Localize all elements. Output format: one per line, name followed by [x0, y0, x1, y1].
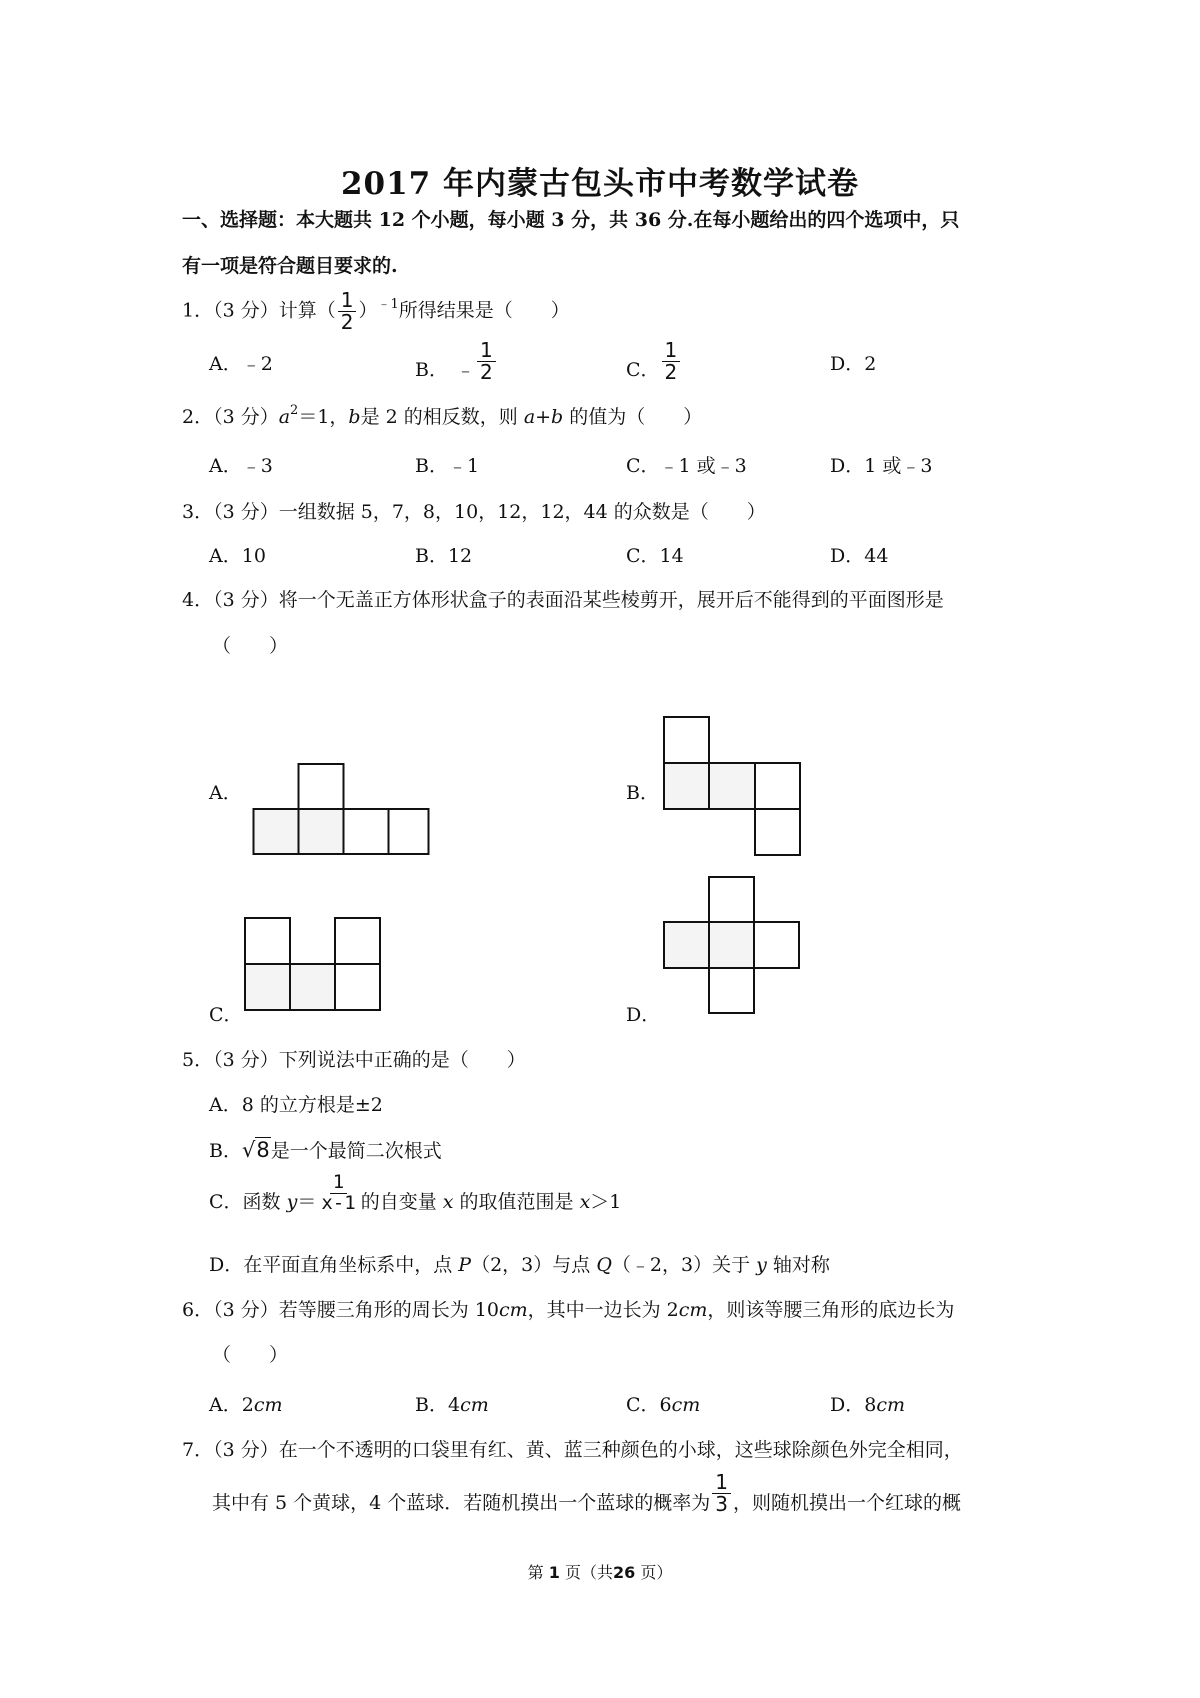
q4-option-a-label: A． — [209, 782, 242, 804]
question-6-stem-cont: （ ） — [212, 1344, 289, 1366]
q4-option-d-label: D． — [626, 1004, 661, 1026]
q1-exponent: ﹣1 — [377, 296, 399, 312]
q3-option-b: B．12 — [415, 545, 473, 567]
q6-option-b: B．4cm — [415, 1394, 489, 1416]
q4-option-b-label: B． — [626, 782, 659, 804]
q5-option-c: C．函数 y＝ $\frac{1}{x-1}$ 的自变量 x 的取值范围是 x＞1 — [209, 1171, 622, 1214]
q5-radical: √8 — [241, 1138, 270, 1162]
q6-option-d: D．8cm — [830, 1394, 905, 1416]
q1-option-a: A．﹣2 — [209, 353, 273, 375]
q1-frac-num: 1 — [338, 290, 357, 312]
q2-option-d: D．1 或﹣3 — [830, 455, 933, 477]
question-4-stem-cont: （ ） — [212, 635, 289, 657]
q1-stem-mid: ） — [358, 299, 378, 322]
q2-option-b: B．﹣1 — [415, 455, 480, 477]
q5-option-d: D．在平面直角坐标系中，点 P（2，3）与点 Q（﹣2，3）关于 y 轴对称 — [209, 1254, 830, 1276]
q4-net-d — [663, 876, 803, 1016]
question-7-stem: 7．（3 分）在一个不透明的口袋里有红、黄、蓝三种颜色的小球，这些球除颜色外完全相同， — [182, 1439, 963, 1461]
q4-net-b — [663, 716, 803, 858]
q3-option-a: A．10 — [209, 545, 266, 567]
q1-option-d: D．2 — [830, 353, 877, 375]
page-title: 2017 年内蒙古包头市中考数学试卷 — [340, 166, 860, 202]
q6-option-a: A．2cm — [209, 1394, 283, 1416]
q4-option-c-label: C． — [209, 1004, 243, 1026]
q1-stem-pre: 1．（3 分）计算（ — [182, 299, 336, 322]
q6-option-c: C．6cm — [626, 1394, 701, 1416]
total-pages: 26 — [612, 1563, 636, 1582]
question-1-stem — [182, 290, 570, 333]
question-2-stem: 2．（3 分）$a^2=1$，b是 2 的相反数，则 a+b 的值为（ ） — [182, 403, 703, 428]
q4-net-c — [244, 917, 384, 1015]
question-3-stem: 3．（3 分）一组数据 5，7，8，10，12，12，44 的众数是（ ） — [182, 501, 766, 523]
q3-option-d: D．44 — [830, 545, 889, 567]
q1-option-b: B． ﹣ $\frac{1}{2}$ — [415, 340, 498, 383]
section-heading-line1: 一、选择题：本大题共 12 个小题，每小题 3 分，共 36 分.在每小题给出的四个选项中，只 — [182, 209, 960, 231]
page-footer: 第 1 页（共26 页） — [527, 1563, 673, 1582]
q2-option-c: C．﹣1 或﹣3 — [626, 455, 747, 477]
q3-option-c: C．14 — [626, 545, 684, 567]
page-number: 1 — [548, 1563, 560, 1582]
question-5-stem: 5．（3 分）下列说法中正确的是（ ） — [182, 1049, 526, 1071]
question-7-stem-line2: 其中有 5 个黄球，4 个蓝球．若随机摸出一个蓝球的概率为 $\frac{1}{3}$ ，则随机摸出一个红球的概 — [212, 1470, 962, 1516]
section-heading-line2: 有一项是符合题目要求的. — [182, 255, 398, 277]
q1-stem-post: 所得结果是（ ） — [398, 299, 570, 322]
question-6-stem: 6．（3 分）若等腰三角形的周长为 10cm，其中一边长为 2cm，则该等腰三角形的底边长为 — [182, 1299, 955, 1321]
q5-option-a: A．8 的立方根是±2 — [209, 1094, 383, 1116]
q2-option-a: A．﹣3 — [209, 455, 273, 477]
q5-option-b: B．√8是一个最简二次根式 — [209, 1138, 442, 1162]
q1-fraction — [338, 290, 357, 333]
q4-net-a — [246, 763, 430, 857]
q1-option-c: C． $\frac{1}{2}$ — [626, 340, 682, 383]
question-4-stem: 4．（3 分）将一个无盖正方体形状盒子的表面沿某些棱剪开，展开后不能得到的平面图形是 — [182, 589, 944, 611]
q1-frac-den: 2 — [340, 310, 354, 334]
